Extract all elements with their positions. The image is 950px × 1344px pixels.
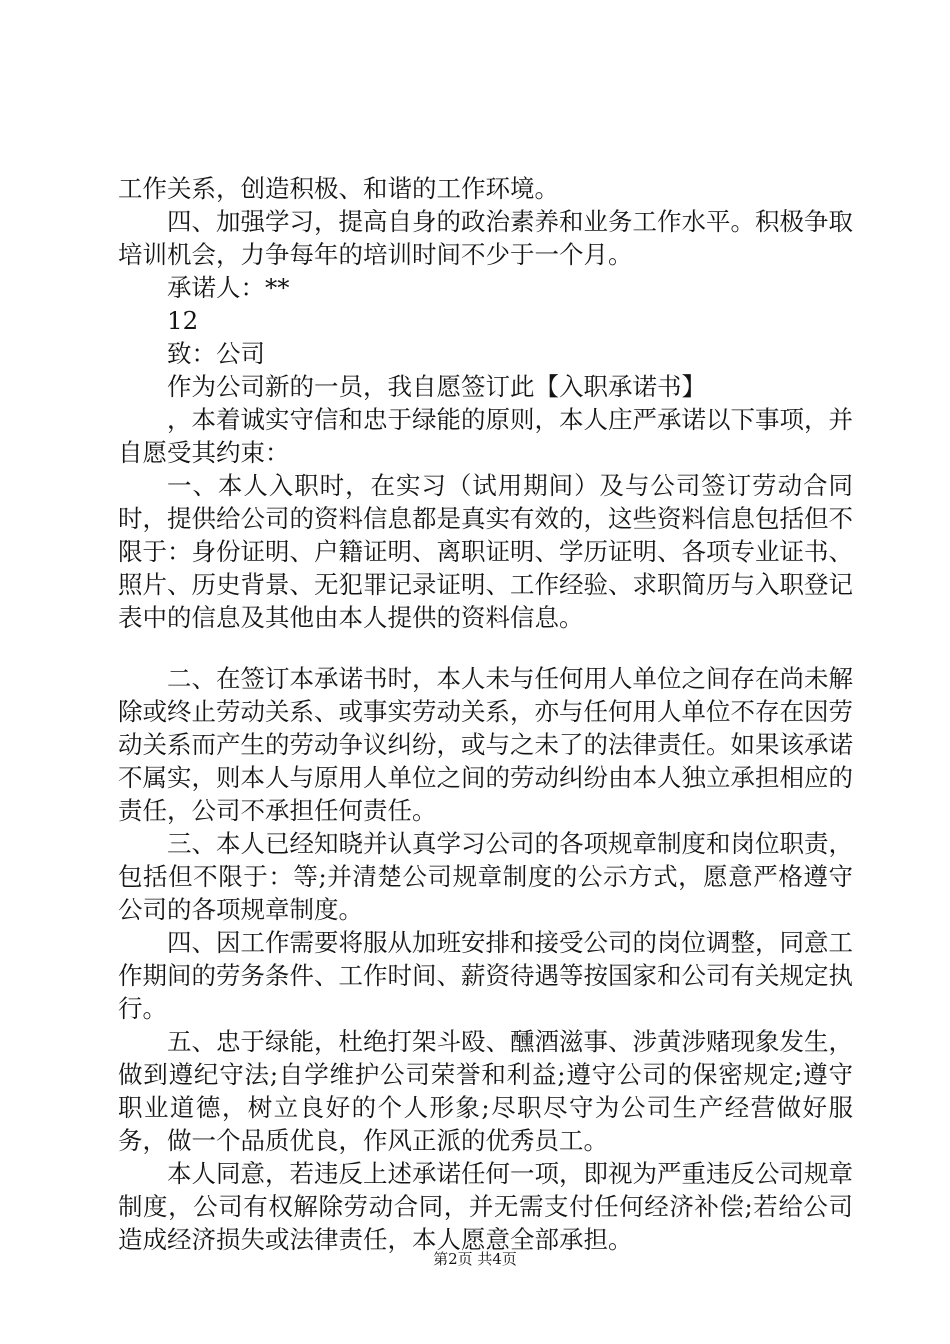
clause-3: 三、本人已经知晓并认真学习公司的各项规章制度和岗位职责，包括但不限于：等;并清楚公司规章制度的公示方式，愿意严格遵守公司的各项规章制度。 [118, 829, 853, 924]
document-body [118, 172, 853, 1256]
intro-line: 作为公司新的一员，我自愿签订此【入职承诺书】 [167, 372, 706, 401]
clause-4: 四、因工作需要将服从加班安排和接受公司的岗位调整，同意工作期间的劳务条件、工作时间、薪资待遇等按国家和公司有关规定执行。 [118, 928, 853, 1023]
page-number: 第2页 共4页 [433, 1250, 517, 1268]
clause-5: 五、忠于绿能，杜绝打架斗殴、醺酒滋事、涉黄涉赌现象发生，做到遵纪守法;自学维护公司荣誉和利益;遵守公司的保密规定;遵守职业道德，树立良好的个人形象;尽职尽守为公司生产经营做好服务，做一个品质优良，作风正派的优秀员工。 [118, 1027, 853, 1155]
text-line: 工作关系，创造积极、和谐的工作环境。 [118, 174, 559, 203]
clause-1: 一、本人入职时，在实习（试用期间）及与公司签订劳动合同时，提供给公司的资料信息都是真实有效的，这些资料信息包括但不限于：身份证明、户籍证明、离职证明、学历证明、各项专业证书、照片、历史背景、无犯罪记录证明、工作经验、求职简历与入职登记表中的信息及其他由本人提供的资料信息。 [118, 471, 853, 632]
paragraph: ，本着诚实守信和忠于绿能的原则，本人庄严承诺以下事项，并自愿受其约束： [118, 405, 853, 467]
paragraph: 四、加强学习，提高自身的政治素养和业务工作水平。积极争取培训机会，力争每年的培训时间不少于一个月。 [118, 207, 853, 269]
promisor-line: 承诺人：** [167, 273, 290, 302]
closing-paragraph: 本人同意，若违反上述承诺任何一项，即视为严重违反公司规章制度，公司有权解除劳动合同，并无需支付任何经济补偿;若给公司造成经济损失或法律责任，本人愿意全部承担。 [118, 1159, 853, 1254]
addressee-line: 致：公司 [167, 339, 265, 368]
clause-2: 二、在签订本承诺书时，本人未与任何用人单位之间存在尚未解除或终止劳动关系、或事实劳动关系，亦与任何用人单位不存在因劳动关系而产生的劳动争议纠纷，或与之未了的法律责任。如果该承诺不属实，则本人与原用人单位之间的劳动纠纷由本人独立承担相应的责任，公司不承担任何责任。 [118, 664, 853, 825]
text-line: 12 [167, 306, 199, 335]
